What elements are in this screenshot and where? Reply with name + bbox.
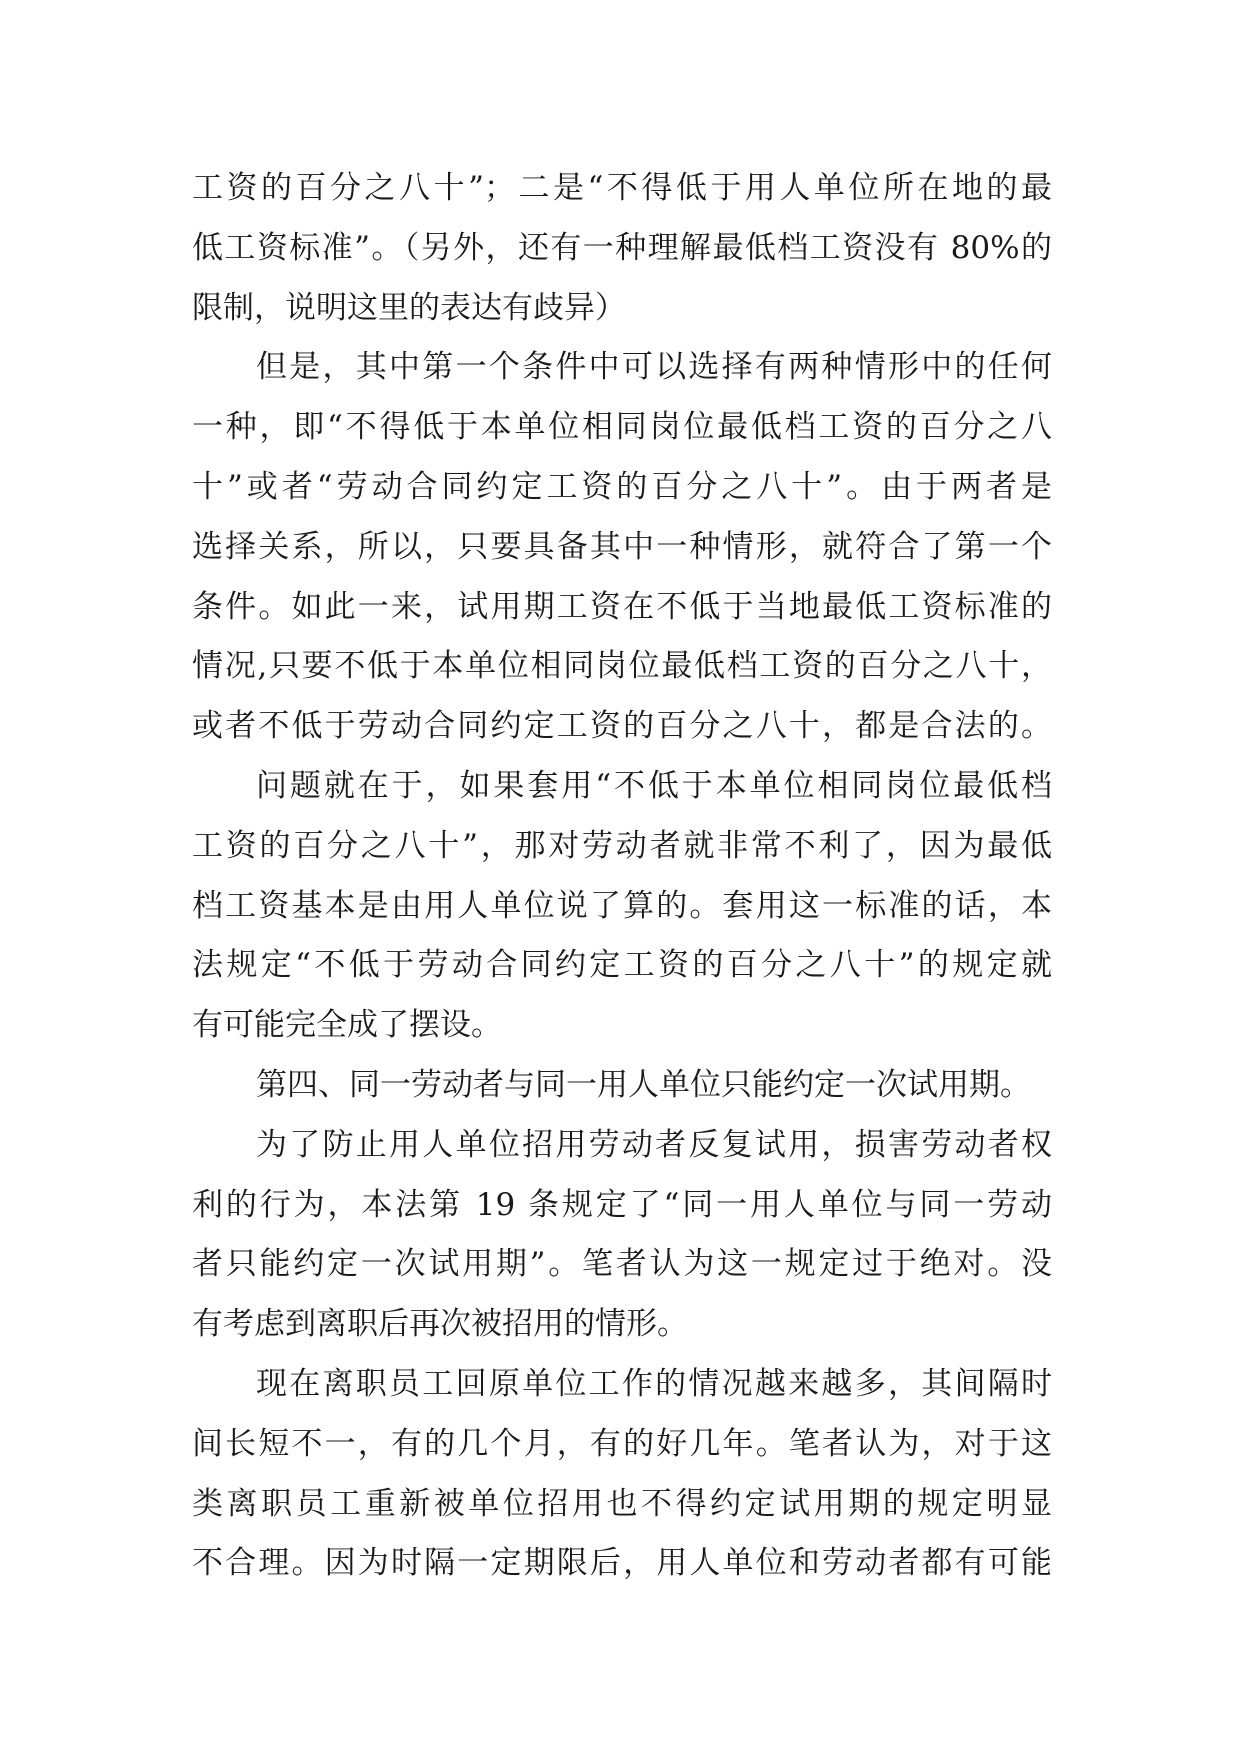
text-line: 选择关系，所以，只要具备其中一种情形，就符合了第一个 <box>192 528 1052 565</box>
text-line: 条件。如此一来，试用期工资在不低于当地最低工资标准的 <box>192 588 1052 625</box>
text-line: 有考虑到离职后再次被招用的情形。 <box>192 1306 688 1343</box>
paragraph-5 <box>192 1116 1052 1355</box>
text-line: 工资的百分之八十”；二是“不得低于用人单位所在地的最 <box>192 170 1052 206</box>
text-line: 档工资基本是由用人单位说了算的。套用这一标准的话，本 <box>192 887 1052 924</box>
text-line: 问题就在于，如果套用“不低于本单位相同岗位最低档 <box>256 767 1052 804</box>
text-line: 工资的百分之八十”，那对劳动者就非常不利了，因为最低 <box>192 827 1052 864</box>
text-line: 利的行为，本法第 19 条规定了“同一用人单位与同一劳动 <box>192 1186 1052 1223</box>
text-line: 现在离职员工回原单位工作的情况越来越多，其间隔时 <box>256 1365 1052 1402</box>
paragraph-3 <box>192 757 1052 1056</box>
text-line: 低工资标准”。（另外，还有一种理解最低档工资没有 80%的 <box>192 229 1052 266</box>
text-line: 一种，即“不得低于本单位相同岗位最低档工资的百分之八 <box>192 409 1052 446</box>
text-line: 有可能完全成了摆设。 <box>192 1007 502 1044</box>
section-heading: 第四、同一劳动者与同一用人单位只能约定一次试用期。 <box>256 1066 1031 1103</box>
text-line: 限制，说明这里的表达有歧异） <box>192 289 626 326</box>
paragraph-1 <box>192 159 1052 338</box>
text-line: 者只能约定一次试用期”。笔者认为这一规定过于绝对。没 <box>192 1246 1052 1283</box>
text-line: 或者不低于劳动合同约定工资的百分之八十，都是合法的。 <box>192 708 1052 745</box>
text-line: 类离职员工重新被单位招用也不得约定试用期的规定明显 <box>192 1485 1052 1522</box>
text-line: 情况,只要不低于本单位相同岗位最低档工资的百分之八十， <box>192 648 1052 685</box>
text-line: 十”或者“劳动合同约定工资的百分之八十”。由于两者是 <box>192 468 1052 505</box>
text-line: 不合理。因为时隔一定期限后，用人单位和劳动者都有可能 <box>192 1545 1052 1582</box>
paragraph-2 <box>192 338 1052 757</box>
text-line: 法规定“不低于劳动合同约定工资的百分之八十”的规定就 <box>192 947 1052 984</box>
text-line: 但是，其中第一个条件中可以选择有两种情形中的任何 <box>256 349 1052 386</box>
body-text <box>192 159 1052 1594</box>
paragraph-4-heading <box>192 1056 1052 1116</box>
text-line: 为了防止用人单位招用劳动者反复试用，损害劳动者权 <box>256 1126 1052 1163</box>
paragraph-6 <box>192 1355 1052 1594</box>
text-line: 间长短不一，有的几个月，有的好几年。笔者认为，对于这 <box>192 1425 1052 1462</box>
